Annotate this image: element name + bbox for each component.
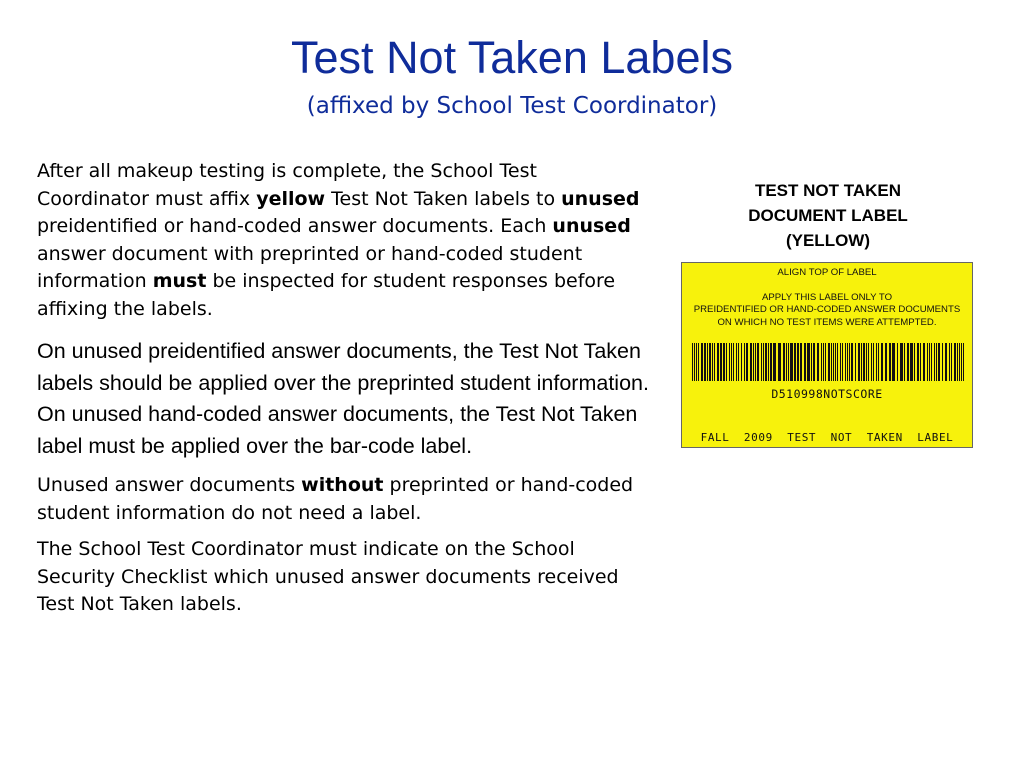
barcode-bar xyxy=(773,343,776,381)
barcode-bar xyxy=(825,343,826,381)
barcode-bar xyxy=(811,343,812,381)
barcode-bar xyxy=(755,343,756,381)
test-not-taken-label-image xyxy=(681,262,973,448)
page-title: Test Not Taken Labels xyxy=(291,32,733,83)
barcode-bar xyxy=(729,343,730,381)
barcode-bar xyxy=(927,343,928,381)
paragraph-label-placement: On unused preidentified answer documents, the Test Not Taken labels should be applied over the preprinted student information. On unused hand-coded answer documents, the Test Not Taken label must be applied over the bar-code label. xyxy=(37,339,649,458)
barcode-bar xyxy=(833,343,834,381)
barcode-bar xyxy=(804,343,806,381)
barcode-bar xyxy=(851,343,853,381)
barcode-bar xyxy=(733,343,734,381)
barcode-bar xyxy=(807,343,810,381)
paragraph-security-checklist: The School Test Coordinator must indicate on the School Security Checklist which unused answer documents received Test Not Taken labels. xyxy=(37,538,619,615)
label-caption-line: DOCUMENT LABEL xyxy=(748,206,908,225)
barcode-bar xyxy=(723,343,725,381)
barcode-bar xyxy=(907,343,909,381)
text-run: Unused answer documents xyxy=(37,474,302,496)
barcode-bar xyxy=(704,343,706,381)
barcode-bar xyxy=(963,343,964,381)
label-align-text: ALIGN TOP OF LABEL xyxy=(777,267,877,278)
barcode-bar xyxy=(861,343,862,381)
barcode-bar xyxy=(717,343,719,381)
barcode-bar xyxy=(709,343,711,381)
barcode-bar xyxy=(701,343,703,381)
barcode-bar xyxy=(863,343,865,381)
barcode-bar xyxy=(942,343,943,381)
barcode-bar xyxy=(858,343,860,381)
barcode-bar xyxy=(788,343,789,381)
barcode-bar xyxy=(753,343,754,381)
barcode-bar xyxy=(765,343,767,381)
barcode-bar xyxy=(938,343,940,381)
barcode-bar xyxy=(778,343,781,381)
barcode-bar xyxy=(910,343,913,381)
text-run: be inspected for student responses before affixing the labels. xyxy=(37,270,616,320)
barcode-bar xyxy=(892,343,895,381)
barcode-bar xyxy=(837,343,838,381)
barcode-bar xyxy=(786,343,787,381)
barcode-bar xyxy=(761,343,762,381)
barcode-bar xyxy=(876,343,877,381)
barcode-bar xyxy=(961,343,962,381)
barcode-bar xyxy=(849,343,850,381)
barcode-bar xyxy=(794,343,796,381)
barcode-bar xyxy=(936,343,937,381)
paragraph-no-label-needed xyxy=(37,472,652,527)
barcode-bar xyxy=(741,343,742,381)
barcode-bar xyxy=(770,343,772,381)
barcode-bar xyxy=(866,343,867,381)
barcode-bar xyxy=(878,343,879,381)
barcode-bar xyxy=(797,343,799,381)
barcode-bar xyxy=(959,343,960,381)
barcode-bar xyxy=(746,343,748,381)
barcode-bar xyxy=(847,343,848,381)
barcode-bar xyxy=(835,343,836,381)
barcode-bar xyxy=(823,343,824,381)
barcode-bar xyxy=(694,343,695,381)
paragraph-makeup-testing xyxy=(37,158,652,323)
text-run: After all makeup testing is complete, the School Test Coordinator must affix xyxy=(37,160,537,210)
barcode-bar xyxy=(855,343,856,381)
barcode-number: D510998NOTSCORE xyxy=(771,387,883,401)
page-subtitle: (affixed by School Test Coordinator) xyxy=(306,93,718,119)
barcode-bar xyxy=(951,343,952,381)
barcode-bar xyxy=(845,343,846,381)
text-run: preidentified or hand-coded answer documents. Each xyxy=(37,215,553,237)
barcode-bar xyxy=(738,343,739,381)
barcode-bar xyxy=(897,343,898,381)
emphasis-yellow: yellow xyxy=(256,187,326,210)
barcode-bar xyxy=(831,343,832,381)
barcode-bar xyxy=(929,343,930,381)
barcode-bar xyxy=(900,343,903,381)
barcode-bar xyxy=(873,343,874,381)
barcode-bar xyxy=(945,343,947,381)
barcode-bar xyxy=(714,343,715,381)
label-caption-line: (YELLOW) xyxy=(785,231,871,250)
barcode-bar xyxy=(736,343,737,381)
barcode-bar xyxy=(904,343,905,381)
barcode-bar xyxy=(790,343,793,381)
label-apply-text: ON WHICH NO TEST ITEMS WERE ATTEMPTED. xyxy=(717,317,937,328)
barcode-bar xyxy=(957,343,958,381)
barcode-bar xyxy=(954,343,956,381)
barcode-bar xyxy=(698,343,699,381)
barcode-bar xyxy=(757,343,759,381)
barcode-bar xyxy=(885,343,887,381)
label-caption xyxy=(682,178,974,253)
label-apply-text: PREIDENTIFIED OR HAND-CODED ANSWER DOCUMENTS xyxy=(693,304,961,315)
label-caption-line: TEST NOT TAKEN xyxy=(754,181,902,200)
label-footer: FALL 2009 TEST NOT TAKEN LABEL xyxy=(700,431,954,444)
barcode-bar xyxy=(871,343,872,381)
barcode-bar xyxy=(934,343,935,381)
label-apply-text: APPLY THIS LABEL ONLY TO xyxy=(761,292,893,303)
barcode-bar xyxy=(726,343,727,381)
barcode-bar xyxy=(696,343,697,381)
emphasis-unused: unused xyxy=(561,187,640,210)
barcode-bar xyxy=(707,343,708,381)
barcode-bar xyxy=(750,343,752,381)
barcode-bar xyxy=(949,343,950,381)
emphasis-without: without xyxy=(301,474,384,496)
barcode-bar xyxy=(744,343,745,381)
barcode-bar xyxy=(920,343,921,381)
barcode-bar xyxy=(817,343,819,381)
barcode-bar xyxy=(763,343,764,381)
text-run: preprinted or hand-coded student information do not need a label. xyxy=(37,474,634,524)
text-run: Test Not Taken labels to xyxy=(325,187,562,210)
barcode-bar xyxy=(692,343,693,381)
barcode-bar xyxy=(914,343,915,381)
barcode-bar xyxy=(931,343,932,381)
text-run: answer document with preprinted or hand-coded student information xyxy=(37,242,583,292)
barcode-bar xyxy=(813,343,815,381)
barcode-bar xyxy=(889,343,891,381)
barcode-icon xyxy=(692,343,964,381)
barcode-bar xyxy=(783,343,785,381)
barcode-bar xyxy=(731,343,732,381)
barcode-bar xyxy=(840,343,841,381)
barcode-bar xyxy=(917,343,919,381)
barcode-bar xyxy=(842,343,843,381)
barcode-bar xyxy=(821,343,822,381)
emphasis-must: must xyxy=(152,270,207,292)
barcode-bar xyxy=(720,343,722,381)
barcode-bar xyxy=(712,343,713,381)
emphasis-unused: unused xyxy=(552,215,631,237)
barcode-bar xyxy=(800,343,802,381)
barcode-bar xyxy=(828,343,830,381)
body-text xyxy=(37,158,652,628)
barcode-bar xyxy=(768,343,769,381)
barcode-bar xyxy=(881,343,883,381)
barcode-bar xyxy=(923,343,925,381)
barcode-bar xyxy=(868,343,869,381)
